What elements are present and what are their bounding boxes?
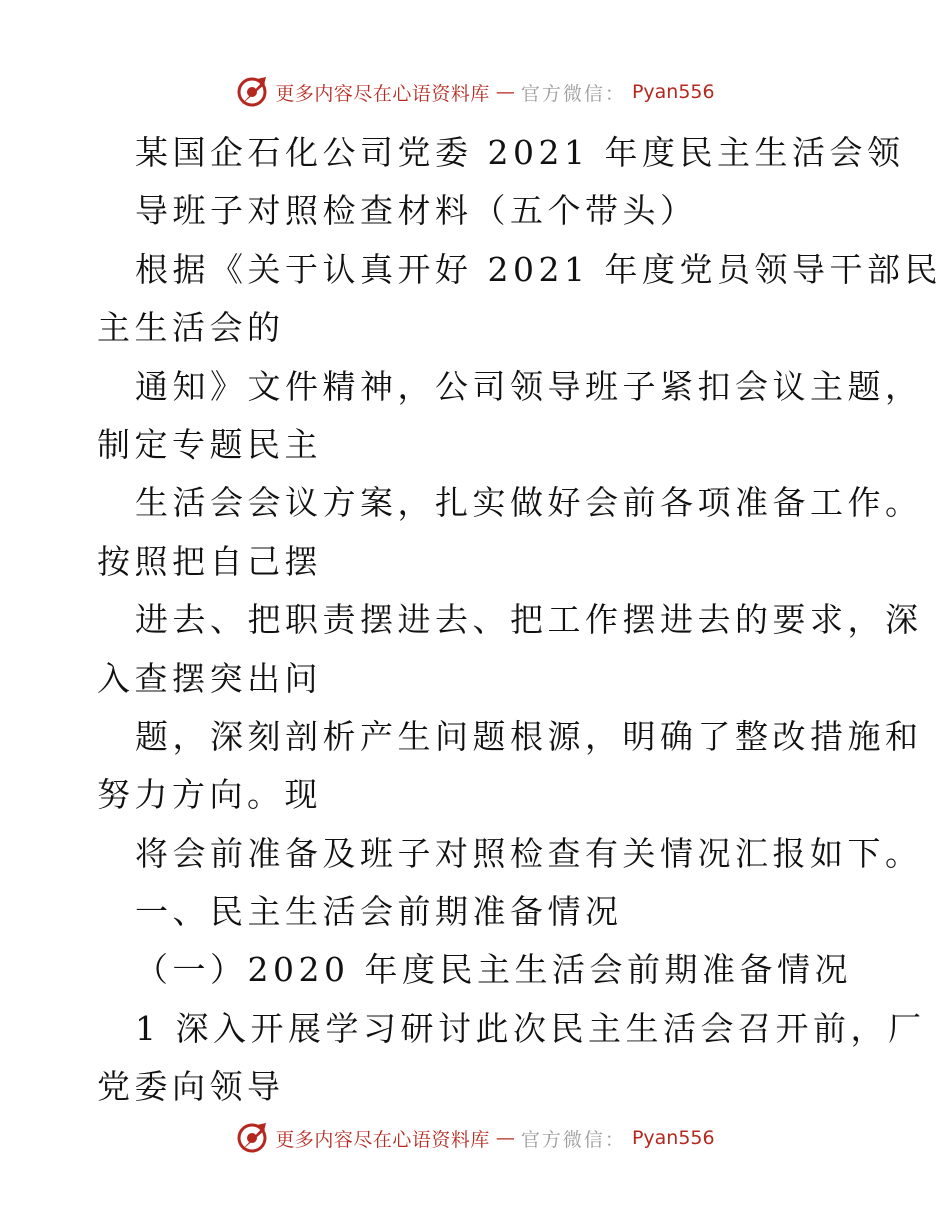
body-line: 生活会会议方案，扎实做好会前各项准备工作。 xyxy=(135,483,923,523)
body-line: 主生活会的 xyxy=(97,308,285,348)
body-line: 党委向领导 xyxy=(97,1067,285,1107)
body-line: 通知》文件精神，公司领导班子紧扣会议主题， xyxy=(135,366,923,406)
body-line: 制定专题民主 xyxy=(97,424,322,464)
body-line: 1 深入开展学习研讨此次民主生活会召开前，厂 xyxy=(135,1008,926,1048)
banner-wechat-id: Pyan556 xyxy=(631,1127,715,1149)
footer-banner xyxy=(0,1118,950,1158)
banner-dash: — xyxy=(495,1127,515,1149)
body-line: 将会前准备及班子对照检查有关情况汇报如下。 xyxy=(135,833,923,873)
quill-logo-icon xyxy=(235,1121,269,1155)
banner-brand-text: 更多内容尽在心语资料库 xyxy=(275,82,490,105)
body-line: 进去、把职责摆进去、把工作摆进去的要求，深 xyxy=(135,600,923,640)
quill-logo-icon xyxy=(235,75,269,109)
body-line: 根据《关于认真开好 2021 年度党员领导干部民 xyxy=(135,249,942,289)
document-body xyxy=(97,124,942,1117)
banner-official-label: 官方微信： xyxy=(520,1128,626,1151)
header-banner xyxy=(0,72,950,112)
subsection-heading: （一）2020 年度民主生活会前期准备情况 xyxy=(135,950,852,990)
body-line: 努力方向。现 xyxy=(97,775,322,815)
banner-dash: — xyxy=(495,81,515,103)
banner-brand-text: 更多内容尽在心语资料库 xyxy=(275,1128,490,1151)
body-line: 题，深刻剖析产生问题根源，明确了整改措施和 xyxy=(135,716,923,756)
title-line-1: 某国企石化公司党委 2021 年度民主生活会领 xyxy=(135,133,905,172)
section-heading: 一、民主生活会前期准备情况 xyxy=(135,892,623,932)
body-line: 按照把自己摆 xyxy=(97,541,322,581)
banner-official-label: 官方微信： xyxy=(520,82,626,105)
body-line: 入查摆突出问 xyxy=(97,658,322,698)
banner-wechat-id: Pyan556 xyxy=(631,81,715,103)
title-line-2: 导班子对照检查材料（五个带头） xyxy=(135,191,698,231)
